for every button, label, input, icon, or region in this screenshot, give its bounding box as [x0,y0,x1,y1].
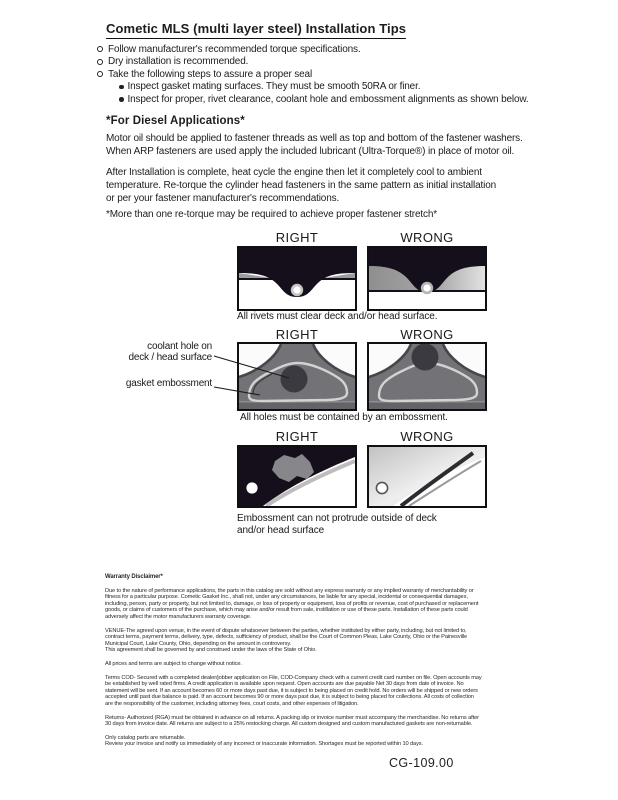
disclaimer-paragraph [105,735,523,748]
tip-text: Follow manufacturer's recommended torque specifications. [108,43,361,55]
right-label: RIGHT [275,230,319,245]
caption-line: and/or head surface [237,525,325,536]
figure-row2-right-panel [237,342,357,411]
list-item [97,56,529,69]
paragraph-line: or per your fastener manufacturer's recommendations. [106,193,340,204]
disclaimer-line: Returns- Authorized (RGA) must be obtained in advance on all returns. A packing slip or invoice number must accompany the merchandise. No returns after [105,714,479,721]
callout-line: deck / head surface [128,352,212,363]
paragraph-line: After Installation is complete, heat cycle the engine then let it completely cool to ambient [106,167,482,178]
installation-tips-list [97,43,529,106]
disclaimer-line: 30 days from invoice date. All returns are subject to a 25% restocking charge. All custom designed and custom manufactured gaskets are non-returnable. [105,721,473,728]
disclaimer-paragraph [105,661,523,668]
warranty-disclaimer [105,574,523,755]
disclaimer-line: goods, or claims of customers of the purchase, which may arise and/or result from sale, instillation or use of these parts. Installation of these parts could [105,607,468,614]
disclaimer-line: are the responsibility of the customer, including attorney fees, court costs, and other expenses of litigation. [105,700,359,707]
disclaimer-line: contract terms, payment terms, delivery, type, defects, sufficiency of product, shall be the Court of Common Pleas, Lake County, Ohio or the Painesville [105,634,468,641]
paragraph-line: When ARP fasteners are used apply the included lubricant (Ultra-Torque®) in place of motor oil. [106,146,515,157]
tip-text: Take the following steps to assure a proper seal [108,68,313,80]
wrong-label: WRONG [400,429,454,444]
disclaimer-line: accepted until past due balance is paid. If an account becomes 90 or more days past due, it is subject to being placed for collections. All costs of collection [105,694,474,701]
wrong-label: WRONG [400,230,454,245]
figure-row1-right-panel [237,246,357,311]
paragraph-line: temperature. Re-torque the cylinder head fasteners in the same pattern as initial installation [106,180,497,191]
gasket-embossment-callout [110,378,212,389]
disclaimer-line: VENUE-The agreed upon venue, in the event of dispute whatsoever between the parties, whether instituted by either party, including, but not limited to, [105,627,467,634]
disclaimer-line: All prices and terms are subject to change without notice. [105,660,242,667]
page-title: Cometic MLS (multi layer steel) Installation Tips [106,21,406,39]
diesel-note [106,208,437,221]
row3-caption [237,513,437,537]
disclaimer-paragraph [105,628,523,654]
paragraph-line: *More than one re-torque may be required to achieve proper fastener stretch* [106,209,438,220]
filled-bullet-icon [119,97,124,102]
disclaimer-line: Review your invoice and notify us immediately of any incorrect or inaccurate information. Shortages must be reported within 10 days. [105,741,423,748]
caption-line: Embossment can not protrude outside of deck [237,513,437,524]
filled-bullet-icon [119,85,124,90]
embossment-right-diagram [239,344,355,409]
disclaimer-paragraph [105,588,523,621]
open-bullet-icon [97,71,103,77]
figure-row1-wrong-panel [367,246,487,311]
disclaimer-paragraph [105,715,523,728]
disclaimer-line: including, person, party or property, but not limited to, damage, or loss of property or equipment, loss of profits or revenue, cost of purchased or replacement [105,600,479,607]
coolant-hole-callout [110,341,212,363]
callout-line: coolant hole on [147,341,212,352]
right-label: RIGHT [275,429,319,444]
list-item [119,93,529,106]
embossment-wrong-diagram [369,344,485,409]
disclaimer-paragraph [105,675,523,708]
page-code: CG-109.00 [389,756,454,770]
callout-line: gasket embossment [125,378,212,389]
diesel-section-heading: *For Diesel Applications* [106,115,245,127]
tip-text: Inspect gasket mating surfaces. They must be smooth 50RA or finer. [127,81,421,93]
disclaimer-line: Due to the nature of performance applications, the parts in this catalog are sold without any express warranty or any implied warranty of merchantability or [105,587,474,594]
deck-edge-wrong-diagram [369,447,485,506]
diesel-paragraph [106,166,496,205]
paragraph-line: Motor oil should be applied to fastener threads as well as top and bottom of the fastener washers. [106,133,523,144]
disclaimer-line: Terms COD- Secured with a completed dealer/jobber application on File, COD-Company check with a current credit card number on file. Open accounts may [105,674,482,681]
disclaimer-line: statement will be sent. If an account becomes 60 or more days past due, it is subject to being placed on credit hold. No orders will be shipped or new orders [105,687,478,694]
list-item [119,81,529,94]
disclaimer-line: Only catalog parts are returnable. [105,734,186,741]
disclaimer-heading: Warranty Disclaimer* [105,574,163,580]
disclaimer-line: Municipal Court, Lake County, Ohio, depending on the amount in controversy. [105,640,292,647]
row2-caption: All holes must be contained by an embossment. [240,412,448,423]
tip-text: Dry installation is recommended. [108,56,249,68]
wrong-label: WRONG [400,327,454,342]
rivet-wrong-diagram [369,248,485,309]
figure-row2-wrong-panel [367,342,487,411]
list-item [97,43,529,56]
disclaimer-line: fitness for a particular purpose. Cometic Gasket Inc., shall not, under any circumstances, be liable for any special, incidental or consequential damages, [105,594,468,601]
tip-text: Inspect for proper, rivet clearance, coolant hole and embossment alignments as shown below. [127,93,529,105]
right-label: RIGHT [275,327,319,342]
diesel-paragraph [106,132,523,158]
open-bullet-icon [97,46,103,52]
open-bullet-icon [97,59,103,65]
figure-row3-right-panel [237,445,357,508]
list-item [97,68,529,81]
disclaimer-line: be established by well rated firms. A credit application is available upon request. Open accounts are due payable Net 30 days from date of invoice. No [105,681,464,688]
disclaimer-line: adversely affect the motor manufacturers warranty coverage. [105,613,252,620]
figure-row3-wrong-panel [367,445,487,508]
rivet-right-diagram [239,248,355,309]
row1-caption: All rivets must clear deck and/or head surface. [237,311,438,322]
disclaimer-line: This agreement shall be governed by and construed under the laws of the State of Ohio. [105,647,317,654]
deck-edge-right-diagram [239,447,355,506]
